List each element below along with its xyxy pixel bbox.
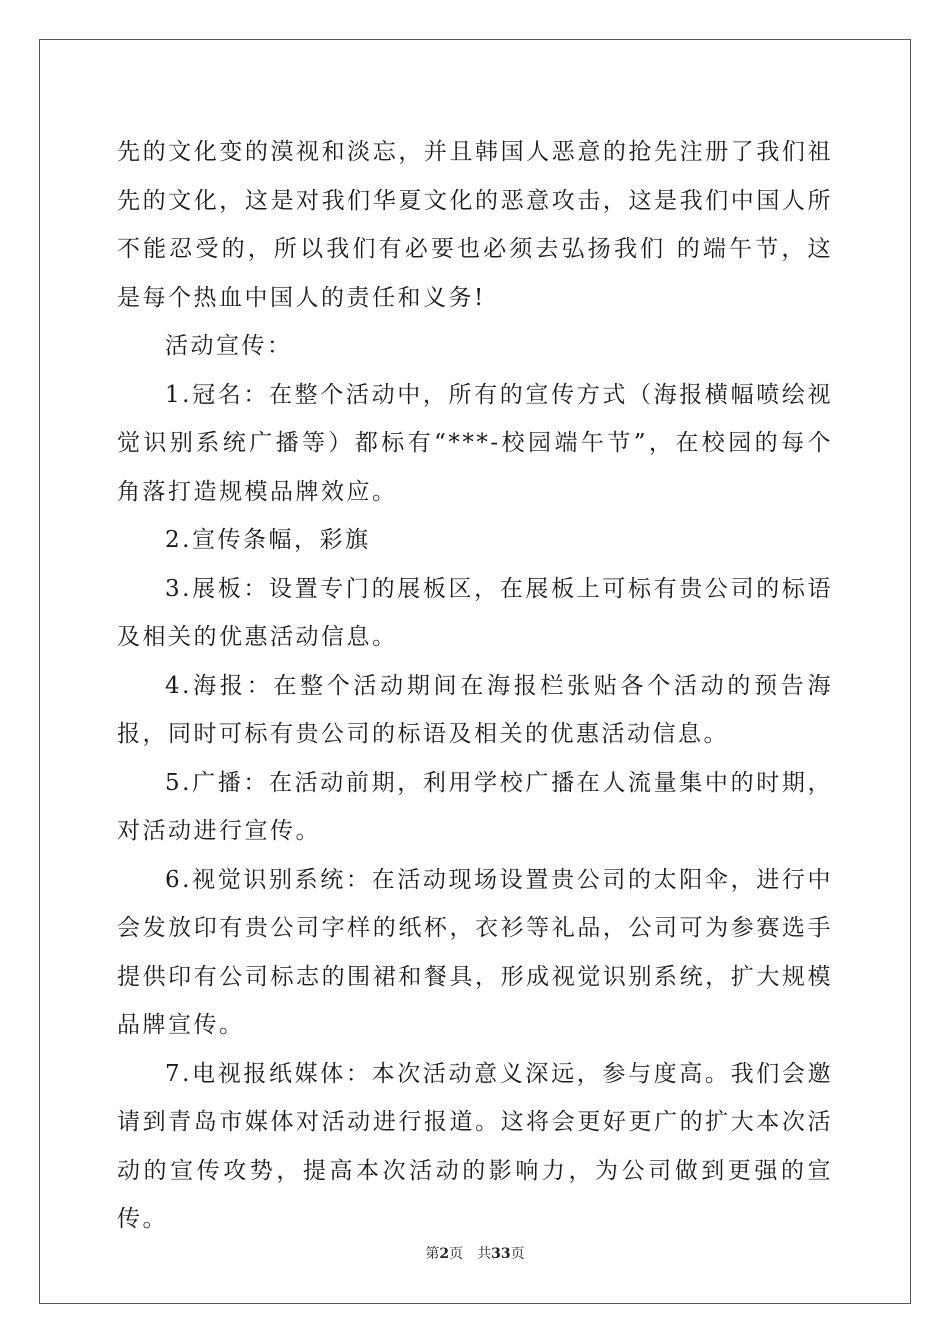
paragraph-continuation: 先的文化变的漠视和淡忘，并且韩国人恶意的抢先注册了我们祖先的文化，这是对我们华夏文化的恶意攻击，这是我们中国人所不能忍受的，所以我们有必要也必须去弘扬我们 的端午节，这是每个热血中国人的责任和义务! (117, 139, 833, 311)
paragraph-item-5: 5.广播：在活动前期，利用学校广播在人流量集中的时期，对活动进行宣传。 (117, 769, 833, 844)
total-suffix: 页 (510, 1246, 525, 1262)
page-footer (0, 1244, 950, 1264)
total-pages: 33 (491, 1246, 511, 1262)
page-prefix: 第 (425, 1246, 440, 1262)
page-suffix: 页 (449, 1246, 464, 1262)
paragraph-item-3: 3.展板：设置专门的展板区，在展板上可标有贵公司的标语及相关的优惠活动信息。 (117, 575, 833, 650)
document-body (117, 128, 833, 1244)
paragraph-item-2: 2.宣传条幅，彩旗 (165, 527, 371, 553)
total-prefix: 共 (477, 1246, 492, 1262)
paragraph-item-4: 4.海报：在整个活动期间在海报栏张贴各个活动的预告海报，同时可标有贵公司的标语及相关的优惠活动信息。 (117, 672, 833, 747)
paragraph-item-1: 1.冠名：在整个活动中，所有的宣传方式（海报横幅喷绘视觉识别系统广播等）都标有“***-校园端午节”，在校园的每个角落打造规模品牌效应。 (117, 381, 833, 505)
page-number: 2 (439, 1246, 450, 1262)
paragraph-item-7: 7.电视报纸媒体：本次活动意义深远，参与度高。我们会邀请到青岛市媒体对活动进行报道。这将会更好更广的扩大本次活动的宣传攻势，提高本次活动的影响力，为公司做到更强的宣传。 (117, 1060, 833, 1232)
section-heading-promotion: 活动宣传： (165, 333, 293, 359)
paragraph-item-6: 6.视觉识别系统：在活动现场设置贵公司的太阳伞，进行中会发放印有贵公司字样的纸杯，衣衫等礼品，公司可为参赛选手提供印有公司标志的围裙和餐具，形成视觉识别系统，扩大规模品牌宣传。 (117, 866, 833, 1038)
